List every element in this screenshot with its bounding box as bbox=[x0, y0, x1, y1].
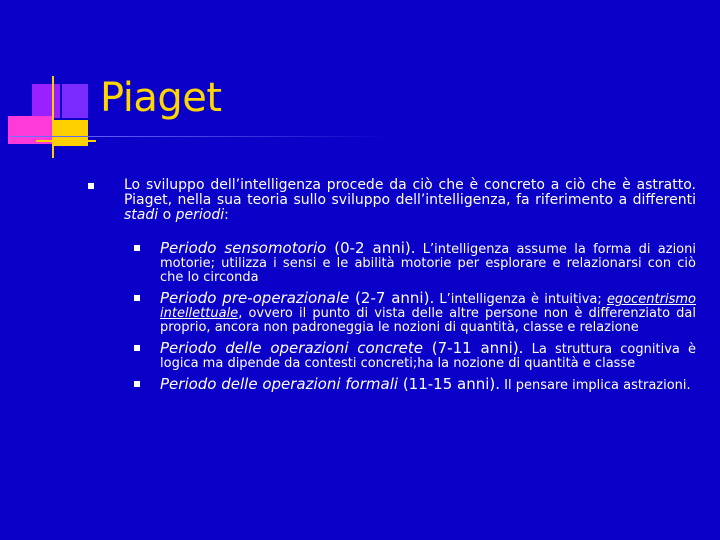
period-description-continued: , ovvero il punto di vista delle altre persone non è differenziato dal proprio, ancora non padroneggia le nozioni di quantità, classe e relazione bbox=[160, 306, 696, 335]
intro-end: : bbox=[224, 207, 229, 223]
period-description: L’intelligenza è intuitiva; bbox=[434, 292, 607, 307]
intro-text: Lo sviluppo dell’intelligenza procede da ciò che è concreto a ciò che è astratto. Piaget, nella sua teoria sullo sviluppo dell’intelligenza, fa riferimento a differenti bbox=[124, 177, 696, 208]
period-age: (0-2 anni). bbox=[326, 239, 416, 257]
period-item-pre-operazionale bbox=[84, 291, 696, 335]
periods-list bbox=[84, 241, 696, 393]
period-item-sensomotorio bbox=[84, 241, 696, 285]
period-name: Periodo sensomotorio bbox=[160, 239, 327, 257]
period-age: (11-15 anni). bbox=[398, 375, 501, 393]
period-name: Periodo pre-operazionale bbox=[160, 289, 350, 307]
bullet-marker bbox=[134, 295, 140, 301]
period-name: Periodo delle operazioni formali bbox=[160, 375, 399, 393]
period-age: (2-7 anni). bbox=[349, 289, 435, 307]
intro-term-periodi: periodi bbox=[175, 207, 225, 223]
intro-term-stadi: stadi bbox=[124, 207, 159, 223]
period-description: La struttura cognitiva è logica ma dipende da contesti concreti;ha la nozione di quantità e classe bbox=[160, 342, 696, 371]
period-description: Il pensare implica astrazioni. bbox=[500, 378, 691, 393]
period-item-operazioni-formali bbox=[84, 377, 696, 393]
period-name: Periodo delle operazioni concrete bbox=[160, 339, 423, 357]
deco-line-vertical bbox=[52, 76, 54, 158]
intro-conjunction: o bbox=[158, 207, 176, 223]
title-underline bbox=[10, 136, 390, 137]
slide-content bbox=[84, 178, 696, 399]
bullet-marker bbox=[134, 381, 140, 387]
bullet-marker bbox=[88, 183, 94, 189]
period-age: (7-11 anni). bbox=[423, 339, 524, 357]
deco-line-horizontal bbox=[36, 140, 96, 142]
intro-bullet bbox=[84, 178, 696, 223]
slide-title: Piaget bbox=[100, 75, 222, 121]
bullet-marker bbox=[134, 245, 140, 251]
period-item-operazioni-concrete bbox=[84, 341, 696, 371]
period-emphasis: egocentrismo intellettuale bbox=[160, 292, 696, 321]
deco-square-magenta bbox=[8, 116, 52, 144]
deco-square-purple bbox=[32, 84, 60, 118]
deco-square-violet bbox=[62, 84, 88, 118]
bullet-marker bbox=[134, 345, 140, 351]
deco-square-yellow bbox=[54, 120, 88, 146]
period-description: L’intelligenza assume la forma di azioni motorie; utilizza i sensi e le abilità motorie per esplorare e relazionarsi con ciò che lo circonda bbox=[160, 242, 696, 285]
